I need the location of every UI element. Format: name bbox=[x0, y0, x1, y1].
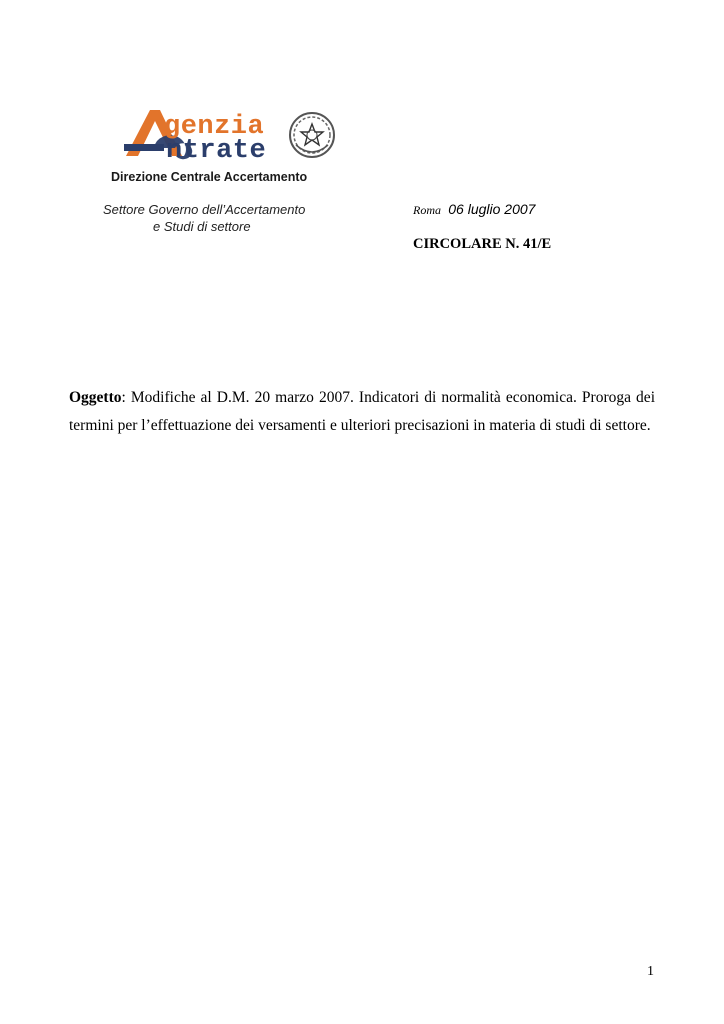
settore-line-1: Settore Governo dell’Accertamento bbox=[103, 202, 306, 217]
logo-word-ntrate: ntrate bbox=[166, 136, 267, 166]
place-date bbox=[413, 201, 535, 218]
agenzia-entrate-logo bbox=[124, 104, 340, 168]
direzione-heading: Direzione Centrale Accertamento bbox=[111, 170, 308, 184]
document-date: 06 luglio 2007 bbox=[448, 201, 536, 217]
oggetto-paragraph bbox=[69, 384, 655, 440]
circolare-number: CIRCOLARE N. 41/E bbox=[413, 236, 552, 252]
oggetto-label: Oggetto bbox=[69, 389, 122, 406]
page-number: 1 bbox=[647, 964, 654, 979]
settore-line-2: e Studi di settore bbox=[153, 219, 251, 234]
logo-word-genzia: genzia bbox=[164, 112, 265, 142]
settore-block bbox=[103, 201, 305, 235]
oggetto-text: : Modifiche al D.M. 20 marzo 2007. Indicatori di normalità economica. Proroga dei termini per l’effettuazione dei versamenti e ulteriori precisazioni in materia di studi di settore. bbox=[69, 389, 655, 434]
italian-republic-emblem-icon bbox=[290, 113, 334, 157]
place-city: Roma bbox=[413, 203, 441, 217]
